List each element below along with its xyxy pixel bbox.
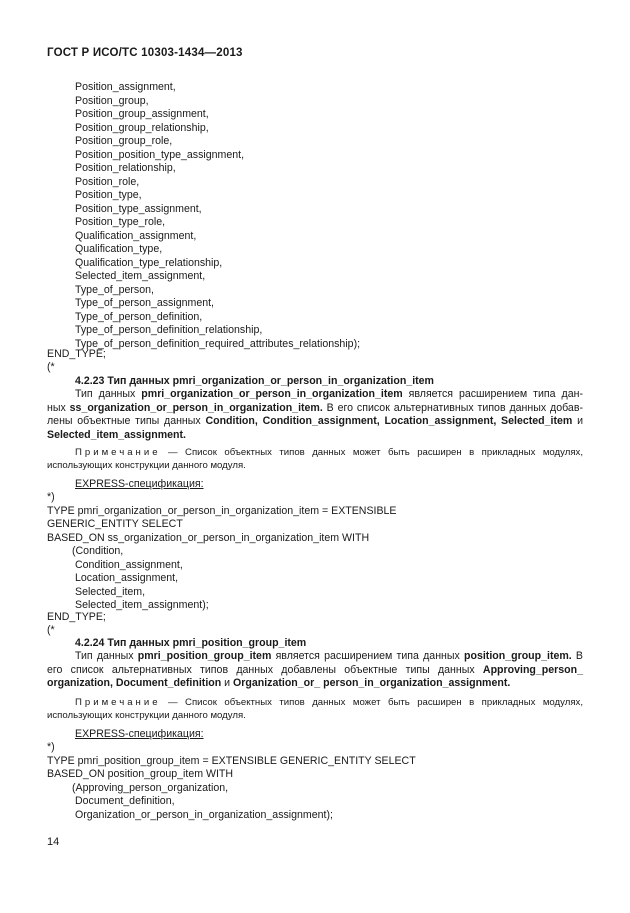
section-heading-4-2-24: 4.2.24 Тип данных pmri_position_group_item (75, 637, 307, 649)
code-line: TYPE pmri_position_group_item = EXTENSIBLE GENERIC_ENTITY SELECT (47, 754, 416, 767)
code-line: (Approving_person_organization, (72, 781, 229, 794)
code-line: TYPE pmri_organization_or_person_in_organization_item = EXTENSIBLE (47, 504, 397, 517)
note-paragraph: Примечание — Список объектных типов данных может быть расширен в прикладных модулях, использующих конструкции данного модуля. (47, 697, 583, 721)
list-item: Type_of_person_definition_relationship, (75, 324, 263, 336)
code-line: GENERIC_ENTITY SELECT (47, 518, 183, 530)
list-item: Position_type_assignment, (75, 202, 202, 215)
list-item: Position_group_relationship, (75, 121, 209, 134)
list-item: Position_type_role, (75, 216, 166, 228)
section-heading-4-2-23: 4.2.23 Тип данных pmri_organization_or_person_in_organization_item (75, 375, 434, 387)
code-line: *) (47, 741, 55, 753)
code-line: END_TYPE; (47, 611, 106, 623)
list-item: Position_relationship, (75, 162, 176, 174)
express-spec-label: EXPRESS-спецификация: (75, 728, 204, 740)
code-line: Selected_item_assignment); (75, 599, 209, 611)
document-header: ГОСТ Р ИСО/ТС 10303-1434—2013 (47, 47, 243, 59)
express-spec-label: EXPRESS-спецификация: (75, 478, 204, 490)
list-item: Type_of_person_definition, (75, 310, 203, 323)
code-line: Organization_or_person_in_organization_assignment); (75, 808, 333, 821)
code-line: *) (47, 491, 55, 503)
code-line: (* (47, 361, 55, 373)
page-number: 14 (47, 836, 60, 848)
code-line: BASED_ON ss_organization_or_person_in_organization_item WITH (47, 531, 370, 544)
section-paragraph: Тип данных pmri_position_group_item является расширением типа данных position_group_item. В его список альтернативных типов данных добавлены объектные типы данных Approving_person_ organization, Document_definition и Organization_or_ person_in_organization_assignment. (47, 650, 583, 689)
list-item: Position_position_type_assignment, (75, 148, 245, 161)
list-item: Position_group_role, (75, 135, 173, 147)
list-item: Type_of_person_definition_required_attributes_relationship); (75, 337, 361, 350)
list-item: Position_group_assignment, (75, 108, 209, 120)
section-paragraph: Тип данных pmri_organization_or_person_in_organization_item является расширением типа дан-ных ss_organization_or_person_in_organization_item. В его список альтернативных типов данных добав-лены объектные типы данных Condition, Condition_assignment, Location_assignment, Selected_item и Selected_item_assignment. (47, 388, 583, 441)
list-item: Position_role, (75, 175, 140, 188)
list-item: Type_of_person_assignment, (75, 297, 214, 309)
list-item: Selected_item_assignment, (75, 270, 206, 282)
code-line: (* (47, 624, 55, 636)
code-line: Document_definition, (75, 795, 175, 807)
code-line: Location_assignment, (75, 572, 179, 584)
note-paragraph: Примечание — Список объектных типов данных может быть расширен в прикладных модулях, использующих конструкции данного модуля. (47, 447, 583, 471)
code-line: Selected_item, (75, 585, 146, 598)
list-item: Qualification_type_relationship, (75, 256, 223, 269)
code-line: BASED_ON position_group_item WITH (47, 768, 234, 780)
list-item: Position_assignment, (75, 81, 176, 93)
list-item: Type_of_person, (75, 283, 154, 296)
code-line: (Condition, (72, 545, 124, 557)
list-item: Position_group, (75, 94, 149, 107)
list-item: Qualification_type, (75, 243, 163, 255)
code-line: END_TYPE; (47, 348, 106, 360)
list-item: Qualification_assignment, (75, 229, 197, 242)
code-line: Condition_assignment, (75, 558, 183, 571)
list-item: Position_type, (75, 189, 142, 201)
